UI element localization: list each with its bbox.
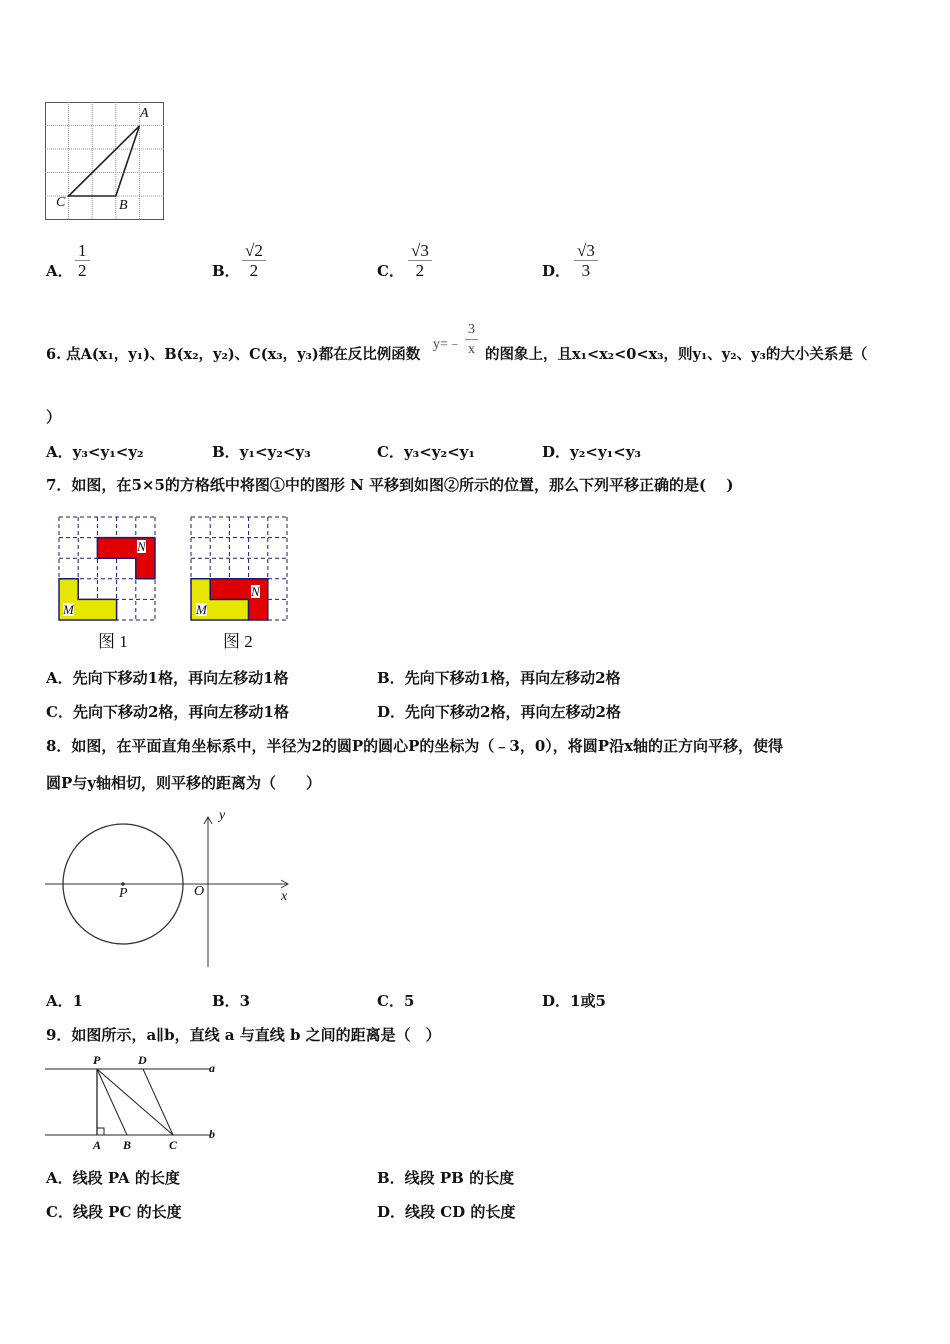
label-d: D (138, 1053, 147, 1067)
q9-parallel-lines-figure (45, 1060, 215, 1150)
q8-option-c: C．5 (377, 992, 415, 1010)
q9-option-b: B．线段 PB 的长度 (377, 1169, 515, 1187)
label-p: P (119, 886, 128, 901)
q9-question: 9．如图所示，a∥b，直线 a 与直线 b 之间的距离是（ ） (46, 1026, 441, 1044)
q9-option-d: D．线段 CD 的长度 (377, 1203, 516, 1221)
label-c: C (169, 1138, 178, 1152)
q6-option-d: D．y₂<y₁<y₃ (542, 443, 642, 461)
q8-option-a: A．1 (46, 992, 84, 1010)
q5-option-d-value: $\frac{√3}{3}$ (574, 241, 598, 280)
q8-option-d: D．1或5 (542, 992, 606, 1010)
label-a: A (93, 1138, 102, 1152)
q6-function-lhs: y=﹣ (433, 337, 462, 352)
q5-option-b-value: $\frac{√2}{2}$ (242, 241, 266, 280)
q6-option-c: C．y₃<y₂<y₁ (377, 443, 475, 461)
q5-option-d-letter: D． (542, 262, 571, 280)
q8-question-line2: 圆P与y轴相切，则平移的距离为（ ） (46, 774, 321, 792)
label-c: C (56, 195, 66, 210)
q5-option-b-letter: B． (212, 262, 240, 280)
label-b: B (123, 1138, 132, 1152)
label-y: y (219, 808, 226, 823)
q6-option-a: A．y₃<y₁<y₂ (46, 443, 144, 461)
fig2-caption: 图 2 (223, 632, 253, 651)
q7-option-c: C．先向下移动2格，再向左移动1格 (46, 703, 289, 721)
q6-option-b: B．y₁<y₂<y₃ (212, 443, 311, 461)
q8-option-b: B．3 (212, 992, 251, 1010)
fig2-label-m: M (196, 602, 207, 617)
q8-coordinate-figure (45, 812, 295, 970)
fig1-label-m: M (63, 602, 74, 617)
q6-function-fraction: $\frac{3}{x}$ (465, 320, 478, 359)
label-b: B (119, 198, 128, 213)
label-b-line: b (209, 1127, 215, 1141)
q9-option-a: A．线段 PA 的长度 (46, 1169, 180, 1187)
label-x: x (281, 889, 288, 904)
q9-option-c: C．线段 PC 的长度 (46, 1203, 182, 1221)
fig1-caption: 图 1 (98, 632, 128, 651)
q5-option-c-letter: C． (377, 262, 404, 280)
q5-option-a-letter: A． (46, 262, 73, 280)
q7-option-b: B．先向下移动1格，再向左移动2格 (377, 669, 621, 687)
label-a: A (140, 106, 149, 121)
q5-option-a-value: $\frac{1}{2}$ (75, 241, 90, 280)
label-o: O (194, 884, 205, 899)
q6-text-after: 的图象上，且x₁<x₂<0<x₃，则y₁、y₂、y₃的大小关系是（ (485, 346, 868, 363)
q7-question: 7．如图，在5×5的方格纸中将图①中的图形 N 平移到如图②所示的位置，那么下列平移正确的是( ) (46, 476, 734, 494)
q7-option-a: A．先向下移动1格，再向左移动1格 (46, 669, 289, 687)
shape-n (97, 538, 155, 579)
label-a-line: a (209, 1061, 215, 1075)
q8-question-line1: 8．如图，在平面直角坐标系中，半径为2的圆P的圆心P的坐标为（﹣3，0），将圆P沿x轴的正方向平移，使得 (46, 737, 784, 755)
fig2-label-n: N (251, 584, 260, 599)
fig1-label-n: N (137, 539, 146, 554)
q6-close-paren: ） (46, 408, 62, 426)
q6-text-before: 6. 点A(x₁，y₁)、B(x₂，y₂)、C(x₃，y₃)都在反比例函数 (46, 346, 421, 363)
q7-option-d: D．先向下移动2格，再向左移动2格 (377, 703, 621, 721)
label-p: P (93, 1053, 101, 1067)
q5-option-c-value: $\frac{√3}{2}$ (408, 241, 432, 280)
